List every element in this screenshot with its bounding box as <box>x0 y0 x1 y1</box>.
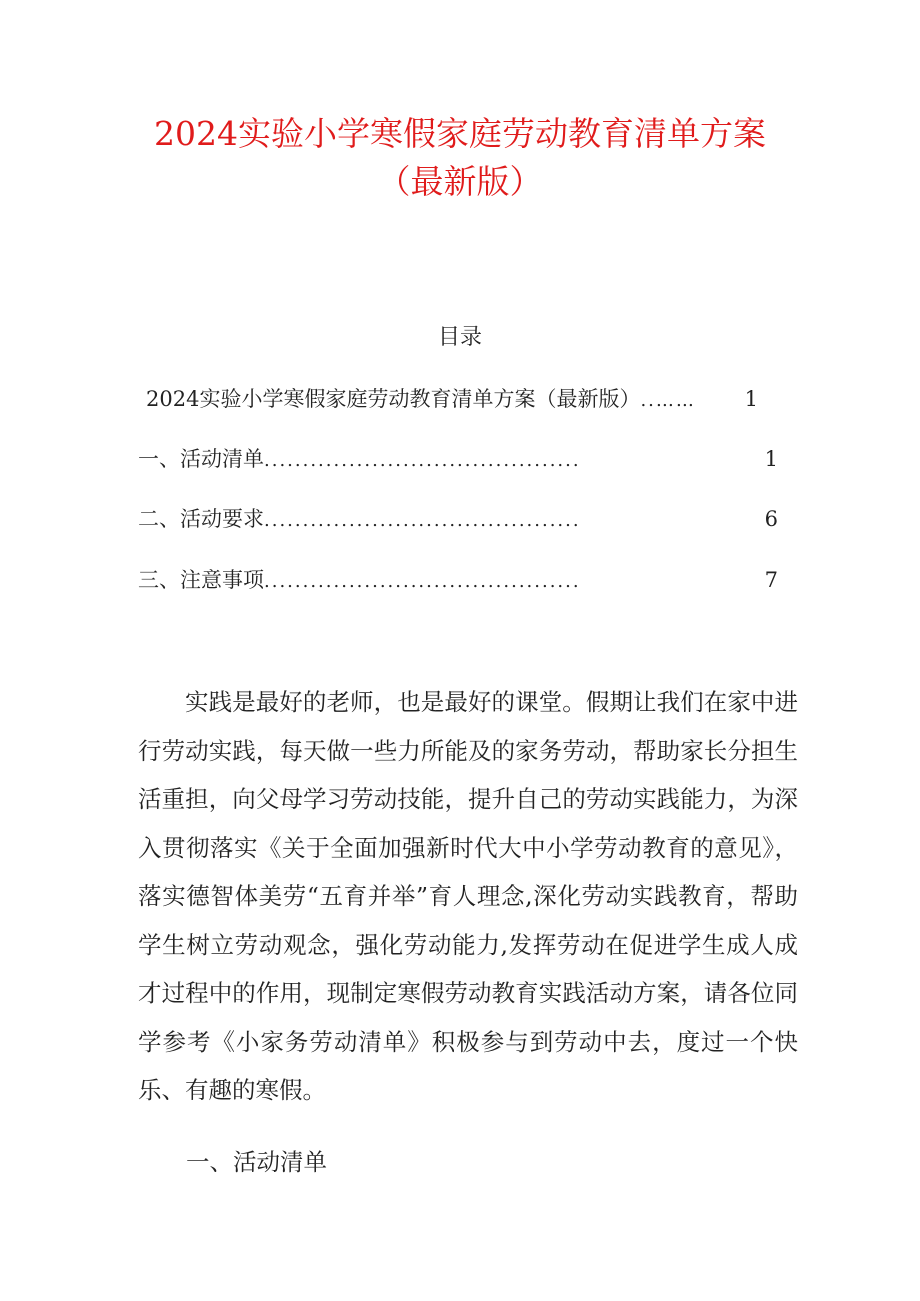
section-heading-activity-list: 一、活动清单 <box>186 1148 327 1176</box>
toc-leader-dots: ......................................... <box>264 450 581 471</box>
toc-entry-activity-requirements[interactable] <box>138 502 778 536</box>
toc-entry-activity-list[interactable] <box>138 442 778 476</box>
toc-heading: 目录 <box>437 325 482 350</box>
document-title: 2024实验小学寒假家庭劳动教育清单方案 <box>154 114 766 153</box>
toc-entry-page: 1 <box>764 447 778 471</box>
toc-leader-dots: ......................................... <box>264 571 581 592</box>
intro-paragraph: 实践是最好的老师，也是最好的课堂。假期让我们在家中进行劳动实践，每天做一些力所能及的家务劳动，帮助家长分担生活重担，向父母学习劳动技能，提升自己的劳动实践能力，为深入贯彻落实《关于全面加强新时代大中小学劳动教育的意见》，落实德智体美劳“五育并举”育人理念,深化劳动实践教育，帮助学生树立劳动观念，强化劳动能力,发挥劳动在促进学生成人成才过程中的作用，现制定寒假劳动教育实践活动方案，请各位同学参考《小家务劳动清单》积极参与到劳动中去，度过一个快乐、有趣的寒假。 <box>138 688 798 1104</box>
toc-entry-label: 2024实验小学寒假家庭劳动教育清单方案（最新版） <box>146 387 641 411</box>
toc-entry-page: 7 <box>764 568 778 592</box>
toc-leader-dots: ......................................... <box>264 510 581 531</box>
toc-entry-label: 二、活动要求 <box>138 507 264 531</box>
document-title-subtitle: （最新版） <box>377 162 543 201</box>
toc-entry-page: 6 <box>764 507 778 531</box>
toc-entry-precautions[interactable] <box>138 563 778 597</box>
toc-entry-page: 1 <box>744 387 758 411</box>
toc-entry-label: 一、活动清单 <box>138 447 264 471</box>
toc-entry-label: 三、注意事项 <box>138 568 264 592</box>
toc-leader-dots: ..…… <box>640 390 696 411</box>
toc-entry-title[interactable] <box>146 382 758 416</box>
